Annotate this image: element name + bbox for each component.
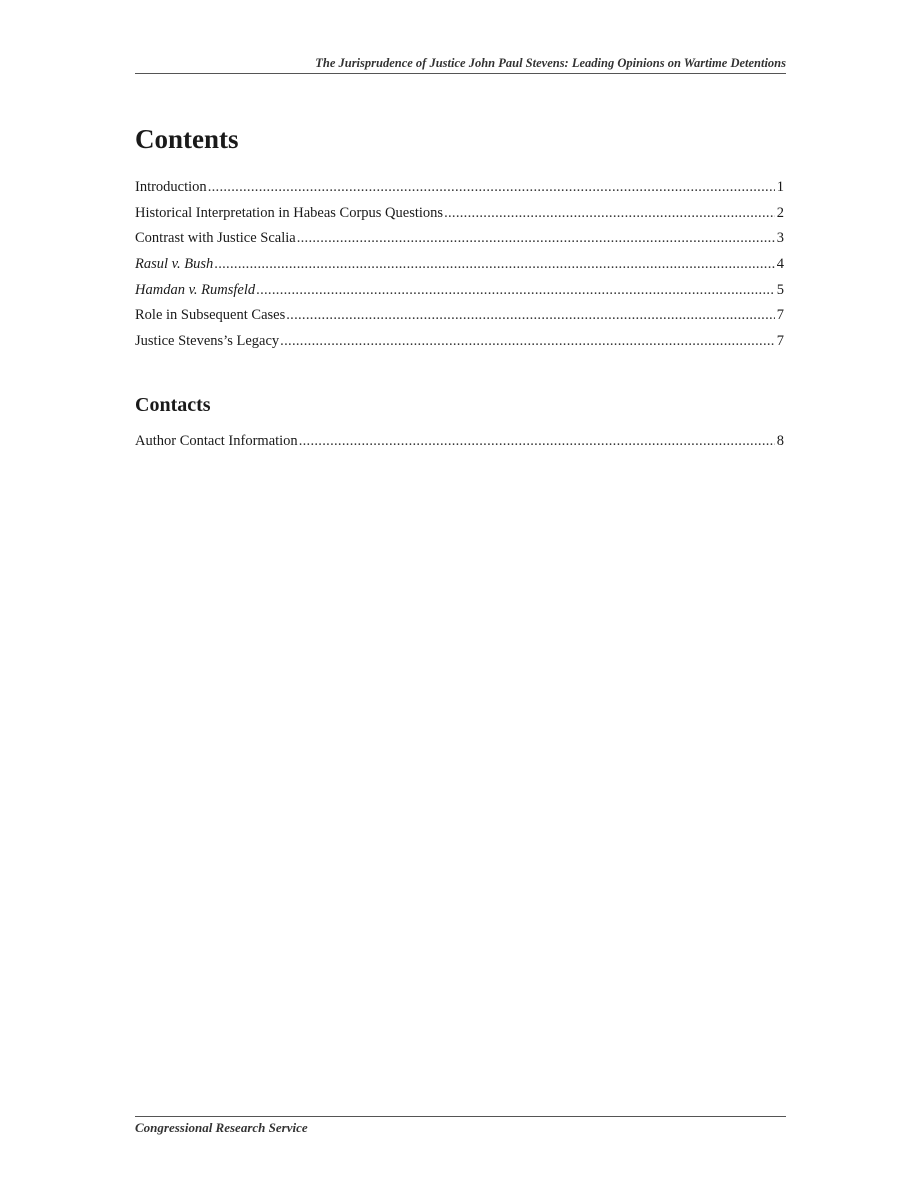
toc-entry-page: 3 <box>776 230 784 247</box>
toc-entry-rasul-v-bush[interactable] <box>135 255 784 281</box>
toc-entry-title: Hamdan v. Rumsfeld <box>135 281 256 298</box>
toc-entry-page: 7 <box>776 307 784 324</box>
contacts-heading: Contacts <box>135 394 211 416</box>
running-header: The Jurisprudence of Justice John Paul Stevens: Leading Opinions on Wartime Detentions <box>315 56 786 70</box>
dot-leader <box>214 255 774 273</box>
toc-entry-hamdan-v-rumsfeld[interactable] <box>135 281 784 307</box>
toc-entry-page: 5 <box>776 281 784 298</box>
footer-rule <box>135 1116 786 1117</box>
toc-entry-title: Rasul v. Bush <box>135 256 214 273</box>
dot-leader <box>299 432 775 450</box>
toc-entry-page: 2 <box>776 204 784 221</box>
toc-entry-title: Justice Stevens’s Legacy <box>135 333 280 350</box>
toc-entry-contrast-scalia[interactable] <box>135 229 784 255</box>
toc-entry-title: Author Contact Information <box>135 433 298 449</box>
toc-entry-title: Role in Subsequent Cases <box>135 307 286 324</box>
toc-entry-introduction[interactable] <box>135 178 784 204</box>
toc-entry-page: 4 <box>776 256 784 273</box>
toc-entry-title: Historical Interpretation in Habeas Corpus Questions <box>135 204 444 221</box>
toc-entry-page: 8 <box>776 433 784 449</box>
contacts-list <box>135 432 784 458</box>
dot-leader <box>444 204 775 222</box>
contents-list <box>135 178 784 358</box>
toc-entry-historical-interpretation[interactable] <box>135 204 784 230</box>
dot-leader <box>208 178 775 196</box>
toc-entry-author-contact[interactable] <box>135 432 784 458</box>
dot-leader <box>297 229 775 247</box>
running-footer: Congressional Research Service <box>135 1120 308 1135</box>
toc-entry-page: 7 <box>776 333 784 350</box>
contents-heading: Contents <box>135 124 239 154</box>
toc-entry-subsequent-cases[interactable] <box>135 306 784 332</box>
toc-entry-page: 1 <box>776 179 784 195</box>
header-rule <box>135 73 786 74</box>
dot-leader <box>280 332 775 350</box>
toc-entry-title: Introduction <box>135 179 207 195</box>
toc-entry-title: Contrast with Justice Scalia <box>135 230 296 247</box>
toc-entry-stevens-legacy[interactable] <box>135 332 784 358</box>
dot-leader <box>256 281 775 299</box>
dot-leader <box>286 306 775 324</box>
